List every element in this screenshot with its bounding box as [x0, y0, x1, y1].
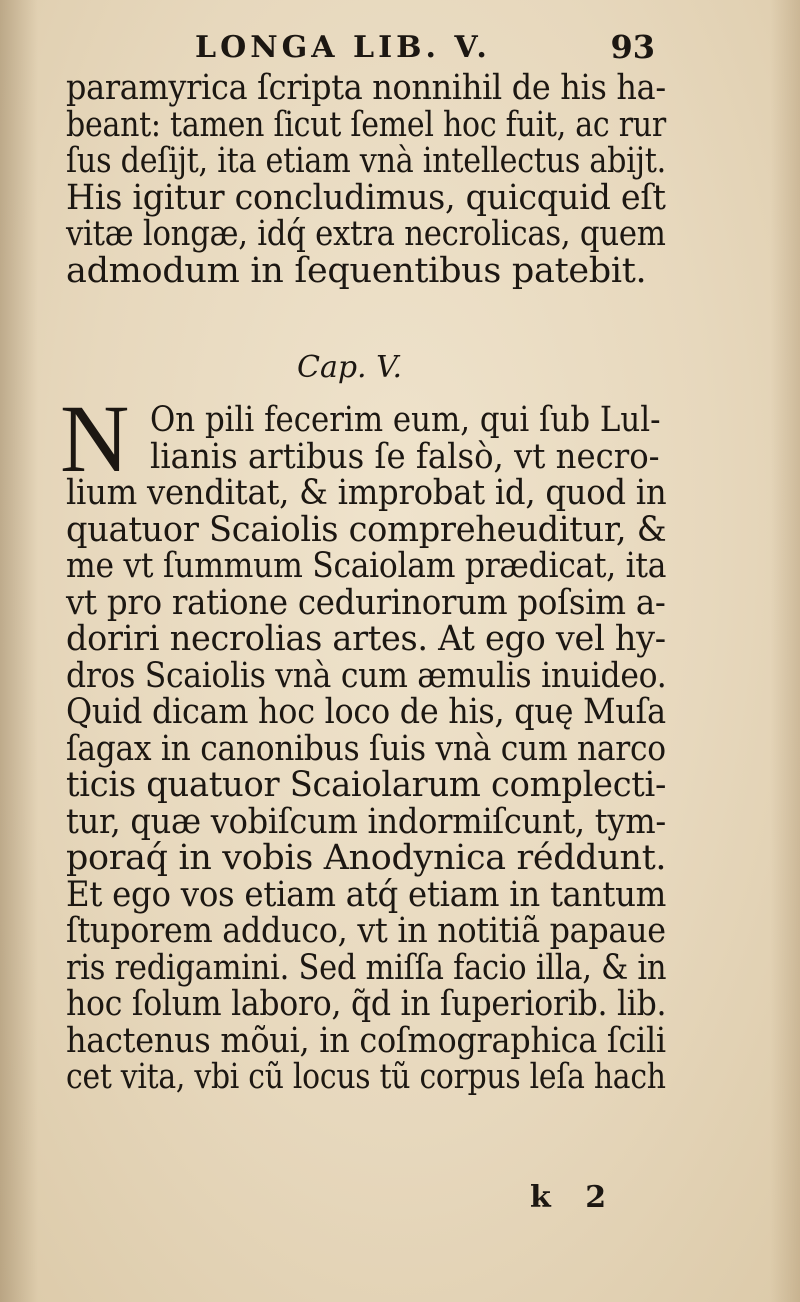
- text-line: Quid dicam hoc loco de his, quę Muſa: [66, 692, 666, 732]
- page-edge-shadow: [770, 0, 800, 1302]
- text-line: His igitur concludimus, quicquid eſt: [66, 177, 666, 218]
- text-line: beant: tamen ſicut ſemel hoc fuit, ac rur: [66, 104, 666, 145]
- text-line: hactenus mõui, in coſmographica ſcili: [66, 1020, 666, 1061]
- text-line: ſus deſijt, ita etiam vnà intellectus abijt.: [66, 141, 666, 181]
- text-line: lianis artibus ſe falsò, vt necro-: [150, 436, 660, 477]
- page-number: 93: [610, 28, 655, 66]
- top-paragraph: [66, 70, 666, 289]
- text-line: lium venditat, & improbat id, quod in: [66, 473, 667, 513]
- text-line: ticis quatuor Scaiolarum complecti-: [66, 765, 667, 805]
- text-line: quatuor Scaiolis compreheuditur, &: [66, 509, 667, 550]
- text-line: On pili fecerim eum, qui ſub Lul-: [150, 400, 661, 440]
- text-line: me vt ſummum Scaiolam prædicat, ita: [66, 546, 667, 586]
- text-line: hoc ſolum laboro, q̃d in ſuperiorib. lib.: [66, 984, 667, 1024]
- text-line: admodum in ſequentibus patebit.: [66, 250, 647, 291]
- gutter-shadow: [0, 0, 38, 1302]
- text-line: cet vita, vbi cũ locus tũ corpus leſa hach: [66, 1057, 666, 1097]
- text-line: Et ego vos etiam atq́ etiam in tantum: [66, 874, 667, 915]
- text-line: doriri necrolias artes. At ego vel hy-: [66, 619, 666, 659]
- text-line: ſagax in canonibus ſuis vnà cum narco: [66, 728, 666, 769]
- text-line: paramyrica ſcripta nonnihil de his ha-: [66, 68, 666, 108]
- signature-mark: k 2: [530, 1180, 619, 1215]
- chapter-body: [66, 475, 666, 1096]
- text-line: vt pro ratione cedurinorum poſsim a-: [66, 582, 666, 623]
- chapter-heading: Cap. V.: [297, 350, 403, 385]
- text-line: vitæ longæ, idq́ extra necrolicas, quem: [66, 214, 666, 254]
- page-header: [195, 26, 655, 70]
- text-line: tur, quæ vobiſcum indormiſcunt, tym-: [66, 801, 666, 842]
- running-head: LONGA LIB. V.: [195, 30, 491, 65]
- text-line: dros Scaiolis vnà cum æmulis inuideo.: [66, 655, 667, 696]
- text-line: ſtuporem adduco, vt in notitiã papaue: [66, 911, 666, 951]
- drop-cap: N: [60, 385, 130, 492]
- text-line: poraq́ in vobis Anodynica réddunt.: [66, 838, 667, 878]
- text-line: ris redigamini. Sed miſſa facio illa, & in: [66, 947, 667, 988]
